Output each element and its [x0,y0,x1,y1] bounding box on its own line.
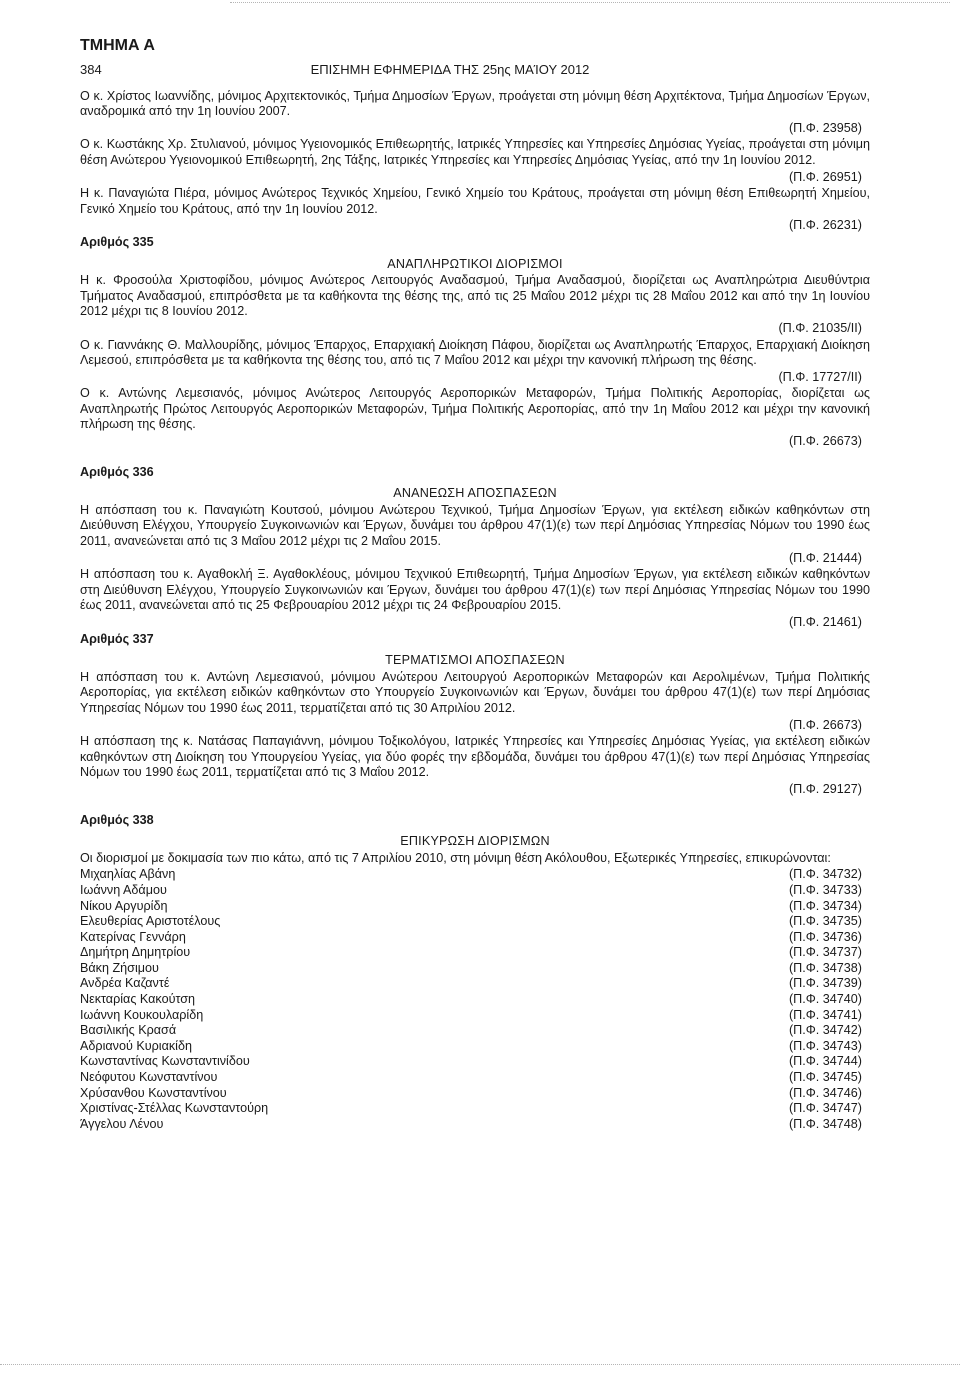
list-item [80,1008,870,1024]
appointee-name: Μιχαηλίας Αβάνη [80,867,176,882]
article-336-label: Αριθμός 336 [80,464,154,479]
article-337-ref-1: (Π.Φ. 26673) [788,717,862,732]
appointee-name: Κωνσταντίνας Κωνσταντινίδου [80,1054,250,1069]
list-item [80,914,870,930]
article-336-paragraph-1: Η απόσπαση του κ. Παναγιώτη Κουτσού, μόνιμου Ανώτερου Τεχνικού, Τμήμα Δημοσίων Έργων, για εκτέλεση ειδικών καθηκόντων στη Διεύθυνση Ελέγχου, Υπουργείο Συγκοινωνιών και Έργων, δυνάμει του άρθρου 47(1)(ε) των περί Δημόσιας Υπηρεσίας Νόμων του 1990 έως 2011, ανανεώνεται από τις 3 Μαΐου 2012 μέχρι τις 2 Μαΐου 2015. [80,502,870,549]
article-335-ref-1: (Π.Φ. 21035/ΙΙ) [778,320,862,335]
appointee-ref: (Π.Φ. 34736) [788,929,862,944]
section-tag: ΤΜΗΜΑ Α [80,37,155,54]
appointee-ref: (Π.Φ. 34745) [788,1070,862,1085]
appointee-name: Ιωάννη Κουκουλαρίδη [80,1007,204,1022]
list-item [80,1070,870,1086]
list-item [80,867,870,883]
appointee-ref: (Π.Φ. 34738) [788,960,862,975]
appointee-ref: (Π.Φ. 34734) [788,898,862,913]
intro-ref-3: (Π.Φ. 26231) [788,218,862,233]
appointee-ref: (Π.Φ. 34735) [788,914,862,929]
article-336-heading: ΑΝΑΝΕΩΣΗ ΑΠΟΣΠΑΣΕΩΝ [393,486,557,501]
list-item [80,899,870,915]
scan-edge-top [230,2,950,4]
appointee-name: Νεκταρίας Κακούτση [80,992,196,1007]
list-item [80,1101,870,1117]
list-item [80,1039,870,1055]
appointee-ref: (Π.Φ. 34744) [788,1054,862,1069]
appointee-ref: (Π.Φ. 34748) [788,1116,862,1131]
appointee-ref: (Π.Φ. 34743) [788,1038,862,1053]
appointee-name: Ιωάννη Αδάμου [80,882,167,897]
article-336-ref-1: (Π.Φ. 21444) [788,550,862,565]
appointee-name: Χριστίνας-Στέλλας Κωνσταντούρη [80,1101,269,1116]
article-336-paragraph-2: Η απόσπαση του κ. Αγαθοκλή Ξ. Αγαθοκλέους, μόνιμου Τεχνικού Επιθεωρητή, Τμήμα Δημοσίων Έργων, για εκτέλεση ειδικών καθηκόντων στη Διεύθυνση Ελέγχου, Υπουργείο Συγκοινωνιών και Έργων, δυνάμει του άρθρου 47(1)(ε) των περί Δημόσιας Υπηρεσίας Νόμων του 1990 έως 2011, ανανεώνεται από τις 25 Φεβρουαρίου 2012 μέχρι τις 24 Φεβρουαρίου 2015. [80,567,870,613]
list-item [80,883,870,899]
intro-paragraph-3: Η κ. Παναγιώτα Πιέρα, μόνιμος Ανώτερος Τεχνικός Χημείου, Γενικό Χημείο του Κράτους, προάγεται στη μόνιμη θέση Επιθεωρητή Χημείου, Γενικό Χημείο του Κράτους, από την 1η Ιουνίου 2012. [80,186,870,216]
page-header [80,62,870,78]
article-337-heading: ΤΕΡΜΑΤΙΣΜΟΙ ΑΠΟΣΠΑΣΕΩΝ [385,653,565,668]
article-335-paragraph-3: Ο κ. Αντώνης Λεμεσιανός, μόνιμος Ανώτερος Λειτουργός Αεροπορικών Μεταφορών, Τμήμα Πολιτικής Αεροπορίας, διορίζεται ως Αναπληρωτής Πρώτος Λειτουργός Αεροπορικών Μεταφορών, Τμήμα Πολιτικής Αεροπορίας, από την 1η Μαΐου 2012 και μέχρι την κανονική πλήρωση της θέσης. [80,386,870,432]
article-335-heading: ΑΝΑΠΛΗΡΩΤΙΚΟΙ ΔΙΟΡΙΣΜΟΙ [387,256,563,271]
article-335-label: Αριθμός 335 [80,234,154,249]
appointee-name: Βασιλικής Κρασά [80,1023,177,1038]
list-item [80,992,870,1008]
article-338-intro: Οι διορισμοί με δοκιμασία των πιο κάτω, από τις 7 Απριλίου 2010, στη μόνιμη θέση Ακόλουθου, Εξωτερικές Υπηρεσίες, επικυρώνονται: [80,850,831,865]
appointee-name: Βάκη Ζήσιμου [80,960,159,975]
article-337-label: Αριθμός 337 [80,631,154,646]
intro-ref-2: (Π.Φ. 26951) [788,169,862,184]
intro-ref-1: (Π.Φ. 23958) [788,120,862,135]
list-item [80,945,870,961]
appointee-ref: (Π.Φ. 34741) [788,1007,862,1022]
list-item [80,1023,870,1039]
article-336-ref-2: (Π.Φ. 21461) [788,615,862,629]
page-number: 384 [80,62,102,77]
appointee-name: Δημήτρη Δημητρίου [80,945,191,960]
article-337-paragraph-2: Η απόσπαση της κ. Νατάσας Παπαγιάννη, μόνιμου Τοξικολόγου, Ιατρικές Υπηρεσίες και Υπηρεσίες Δημόσιας Υγείας, για εκτέλεση ειδικών καθηκόντων στη Διοίκηση του Υπουργείου Υγείας, για δύο φορές την εβδομάδα, δυνάμει του άρθρου 47(1)(ε) των περί Δημόσιας Υπηρεσίας Νόμων του 1990 έως 2011, τερματίζεται από τις 3 Μαΐου 2012. [80,734,870,780]
list-item [80,930,870,946]
article-337-paragraph-1: Η απόσπαση του κ. Αντώνη Λεμεσιανού, μόνιμου Ανώτερου Λειτουργού Αεροπορικών Μεταφορών και Αερολιμένων, Τμήμα Πολιτικής Αεροπορίας, για εκτέλεση ειδικών καθηκόντων στο Υπουργείο Συγκοινωνιών και Έργων, δυνάμει του άρθρου 47(1)(ε) των περί Δημόσιας Υπηρεσίας Νόμων του 1990 έως 2011, τερματίζεται από τις 30 Απριλίου 2012. [80,669,870,715]
intro-paragraph-2: Ο κ. Κωστάκης Χρ. Στυλιανού, μόνιμος Υγειονομικός Επιθεωρητής, Ιατρικές Υπηρεσίες και Υπηρεσίες Δημόσιας Υγείας, προάγεται στη μόνιμη θέση Ανώτερου Υγειονομικού Επιθεωρητή, 2ης Τάξης, Ιατρικές Υπηρεσίες και Υπηρεσίες Δημόσιας Υγείας, από την 1η Ιουνίου 2012. [80,137,870,167]
article-335-ref-2: (Π.Φ. 17727/ΙΙ) [778,369,862,384]
appointee-name: Άγγελου Λένου [80,1116,164,1131]
appointee-ref: (Π.Φ. 34747) [788,1101,862,1116]
list-item [80,1086,870,1102]
list-item [80,976,870,992]
appointee-ref: (Π.Φ. 34746) [788,1085,862,1100]
appointments-list [80,867,870,1132]
intro-paragraph-1: Ο κ. Χρίστος Ιωαννίδης, μόνιμος Αρχιτεκτονικός, Τμήμα Δημοσίων Έργων, προάγεται στη μόνιμη θέση Αρχιτέκτονα, Τμήμα Δημοσίων Έργων, αναδρομικά από την 1η Ιουνίου 2007. [80,88,870,119]
appointee-name: Χρύσανθου Κωνσταντίνου [80,1085,227,1100]
article-338-label: Αριθμός 338 [80,812,154,827]
list-item [80,1117,870,1133]
article-335-paragraph-1: Η κ. Φροσούλα Χριστοφίδου, μόνιμος Ανώτερος Λειτουργός Αναδασμού, Τμήμα Αναδασμού, διορίζεται ως Αναπληρώτρια Διευθύντρια Τμήματος Αναδασμού, επιπρόσθετα με τα καθήκοντα της θέσης της, από τις 25 Μαΐου 2012 μέχρι τις 28 Μαΐου 2012 και από την 1η Ιουνίου 2012 μέχρι τις 8 Ιουνίου 2012. [80,273,870,319]
appointee-ref: (Π.Φ. 34742) [788,1023,862,1038]
appointee-ref: (Π.Φ. 34737) [788,945,862,960]
appointee-name: Ανδρέα Καζαντέ [80,976,170,991]
appointee-name: Νίκου Αργυρίδη [80,898,168,913]
gazette-title: ΕΠΙΣΗΜΗ ΕΦΗΜΕΡΙΔΑ ΤΗΣ 25ης ΜΑΊΟΥ 2012 [310,62,590,77]
appointee-ref: (Π.Φ. 34740) [788,992,862,1007]
article-335-ref-3: (Π.Φ. 26673) [788,434,862,449]
appointee-name: Ελευθερίας Αριστοτέλους [80,914,221,929]
article-338-heading: ΕΠΙΚΥΡΩΣΗ ΔΙΟΡΙΣΜΩΝ [400,834,550,849]
gazette-page [80,36,870,1132]
appointee-name: Κατερίνας Γεννάρη [80,929,186,944]
appointee-ref: (Π.Φ. 34739) [788,976,862,991]
appointee-name: Νεόφυτου Κωνσταντίνου [80,1070,218,1085]
article-335-paragraph-2: Ο κ. Γιαννάκης Θ. Μαλλουρίδης, μόνιμος Έπαρχος, Επαρχιακή Διοίκηση Πάφου, διορίζεται ως Αναπληρωτής Έπαρχος, Επαρχιακή Διοίκηση Λεμεσού, επιπρόσθετα με τα καθήκοντα της θέσης του, από τις 7 Μαΐου 2012 και μέχρι την κανονική πλήρωση της θέσης. [80,337,870,368]
article-337-ref-2: (Π.Φ. 29127) [788,781,862,796]
appointee-ref: (Π.Φ. 34732) [788,867,862,882]
scan-edge-bottom [0,1364,960,1366]
appointee-ref: (Π.Φ. 34733) [788,882,862,897]
list-item [80,1054,870,1070]
list-item [80,961,870,977]
appointee-name: Αδριανού Κυριακίδη [80,1038,192,1053]
